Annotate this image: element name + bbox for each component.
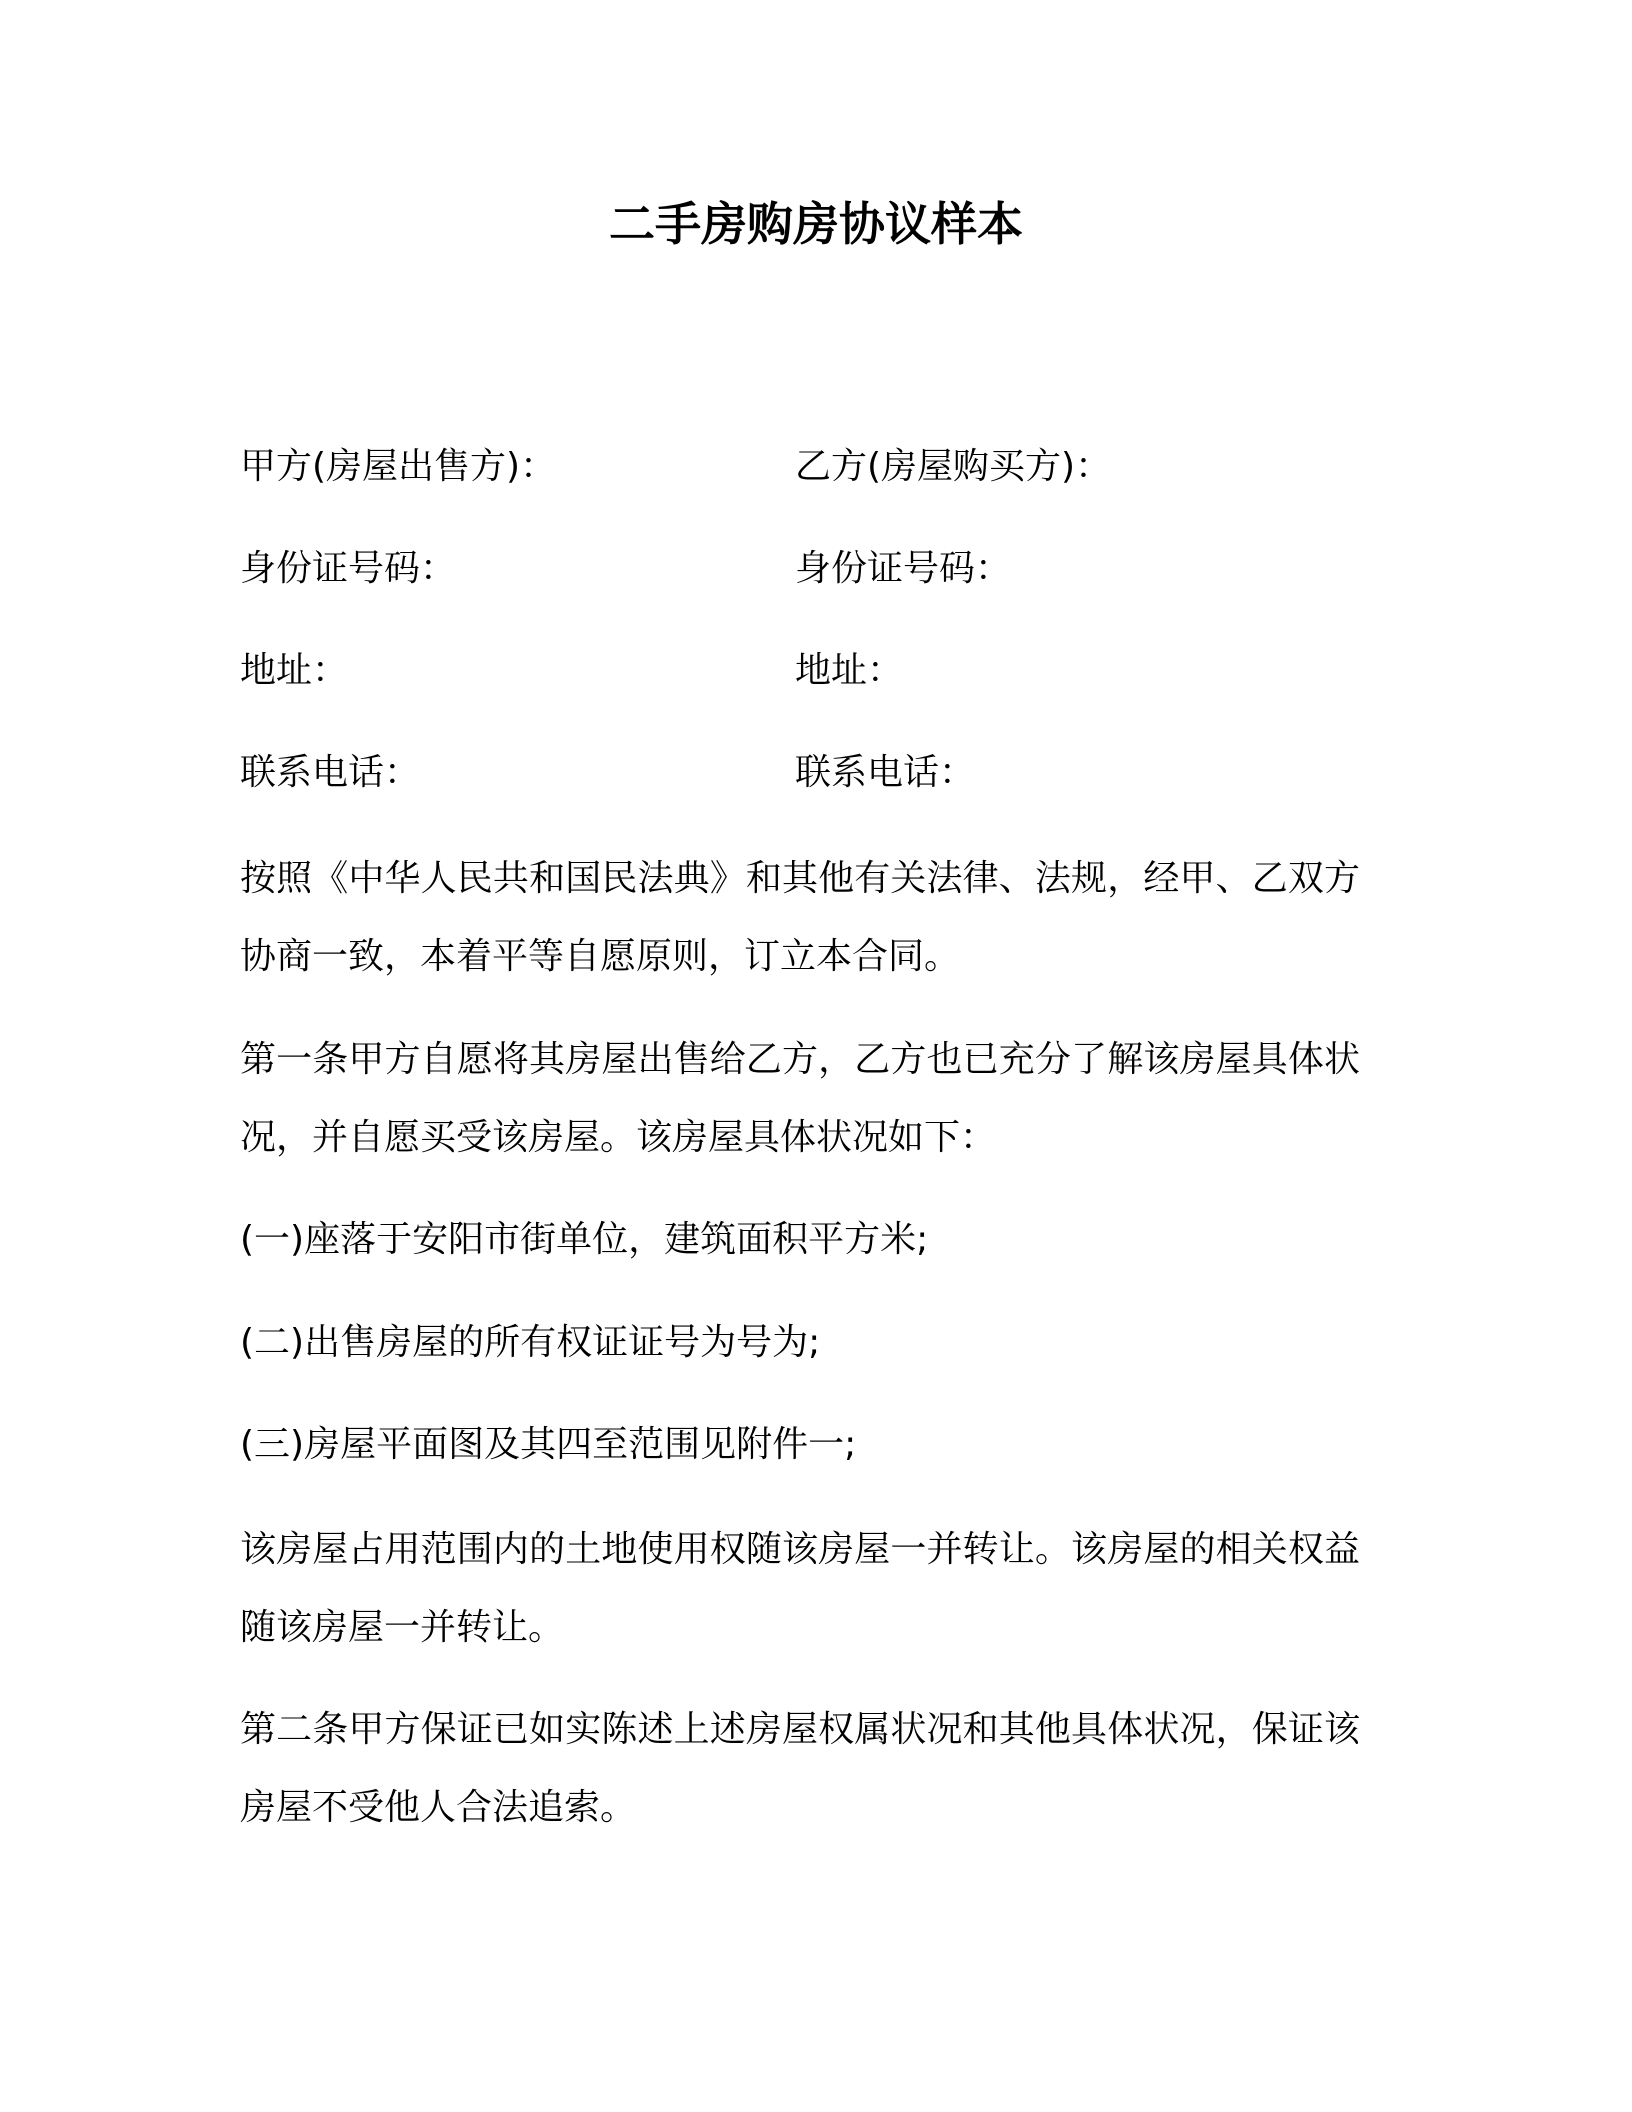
article-two-paragraph: 第二条甲方保证已如实陈述上述房屋权属状况和其他具体状况，保证该房屋不受他人合法追索。 [240,1709,1360,1828]
land-use-paragraph: 该房屋占用范围内的土地使用权随该房屋一并转让。该房屋的相关权益随该房屋一并转让。 [240,1529,1360,1648]
clause-item-3: (三)房屋平面图及其四至范围见附件一; [240,1424,857,1465]
party-b-label: 乙方(房屋购买方)： [795,446,1112,487]
clause-item-2: (二)出售房屋的所有权证证号为号为; [240,1322,821,1363]
clause-item-1: (一)座落于安阳市街单位，建筑面积平方米; [240,1219,929,1260]
party-a-id-label: 身份证号码： [240,548,457,589]
preamble-paragraph: 按照《中华人民共和国民法典》和其他有关法律、法规，经甲、乙双方协商一致，本着平等自愿原则，订立本合同。 [240,858,1360,977]
party-a-label: 甲方(房屋出售方)： [240,446,557,487]
party-a-address-label: 地址： [240,650,349,691]
party-b-phone-label: 联系电话： [795,752,976,793]
party-a-phone-label: 联系电话： [240,752,421,793]
party-b-id-label: 身份证号码： [795,548,1012,589]
document-title: 二手房购房协议样本 [609,197,1023,251]
party-b-address-label: 地址： [795,650,904,691]
article-one-paragraph: 第一条甲方自愿将其房屋出售给乙方，乙方也已充分了解该房屋具体状况，并自愿买受该房屋。该房屋具体状况如下： [240,1039,1360,1158]
